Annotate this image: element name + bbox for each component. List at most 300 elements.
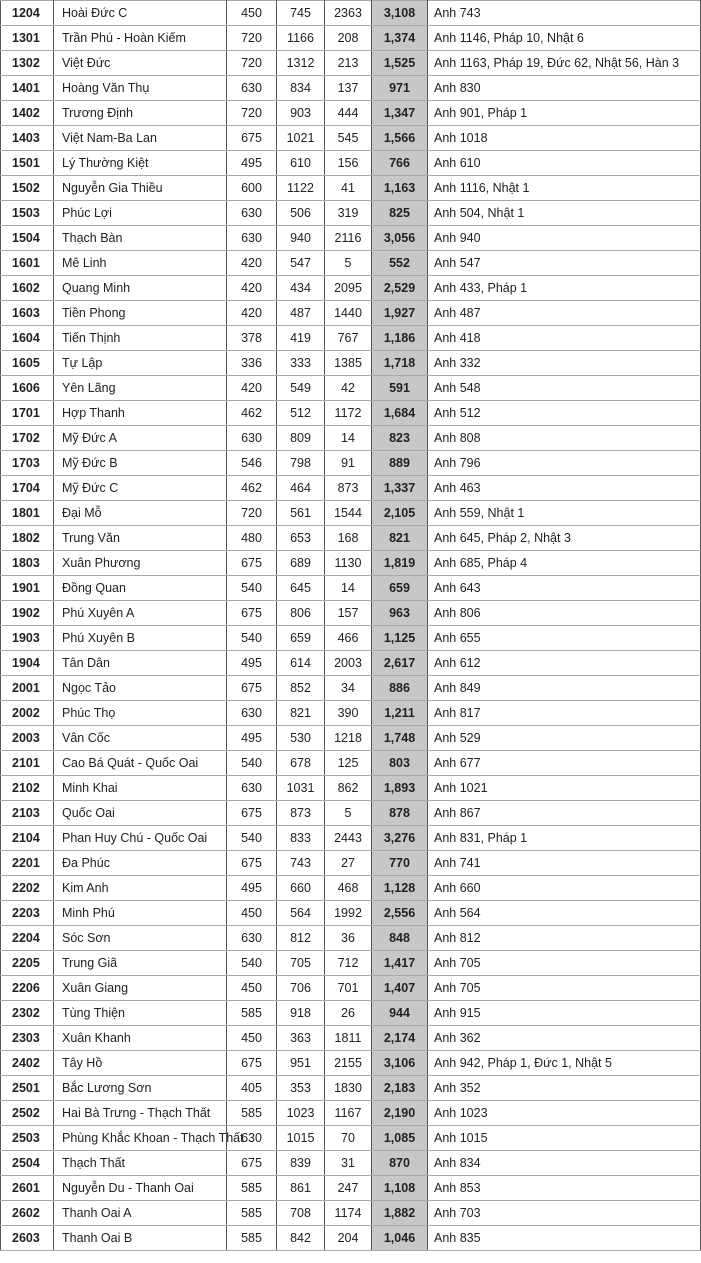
school-name-cell: Mỹ Đức B — [54, 451, 227, 476]
quota-cell: 420 — [227, 301, 277, 326]
school-name-cell: Nguyễn Du - Thanh Oai — [54, 1176, 227, 1201]
school-code-cell: 1902 — [1, 601, 54, 626]
registration-2-cell: 1440 — [325, 301, 372, 326]
language-breakdown-cell: Anh 853 — [428, 1176, 701, 1201]
registration-1-cell: 547 — [277, 251, 325, 276]
school-name-cell: Ngọc Tảo — [54, 676, 227, 701]
table-row — [1, 1001, 701, 1026]
total-registration-cell: 1,128 — [372, 876, 428, 901]
registration-1-cell: 951 — [277, 1051, 325, 1076]
school-name-cell: Tự Lập — [54, 351, 227, 376]
school-code-cell: 1302 — [1, 51, 54, 76]
registration-1-cell: 873 — [277, 801, 325, 826]
language-breakdown-cell: Anh 643 — [428, 576, 701, 601]
registration-1-cell: 645 — [277, 576, 325, 601]
language-breakdown-cell: Anh 796 — [428, 451, 701, 476]
school-code-cell: 1904 — [1, 651, 54, 676]
school-code-cell: 2103 — [1, 801, 54, 826]
school-name-cell: Trung Văn — [54, 526, 227, 551]
registration-2-cell: 26 — [325, 1001, 372, 1026]
language-breakdown-cell: Anh 612 — [428, 651, 701, 676]
registration-1-cell: 1023 — [277, 1101, 325, 1126]
school-name-cell: Trung Giã — [54, 951, 227, 976]
total-registration-cell: 3,108 — [372, 1, 428, 26]
total-registration-cell: 963 — [372, 601, 428, 626]
quota-cell: 675 — [227, 1051, 277, 1076]
registration-1-cell: 798 — [277, 451, 325, 476]
school-name-cell: Cao Bá Quát - Quốc Oai — [54, 751, 227, 776]
registration-2-cell: 34 — [325, 676, 372, 701]
quota-cell: 720 — [227, 101, 277, 126]
school-name-cell: Việt Đức — [54, 51, 227, 76]
language-breakdown-cell: Anh 1116, Nhật 1 — [428, 176, 701, 201]
total-registration-cell: 3,056 — [372, 226, 428, 251]
language-breakdown-cell: Anh 940 — [428, 226, 701, 251]
registration-1-cell: 1031 — [277, 776, 325, 801]
registration-2-cell: 2363 — [325, 1, 372, 26]
total-registration-cell: 889 — [372, 451, 428, 476]
school-name-cell: Bắc Lương Sơn — [54, 1076, 227, 1101]
table-body — [1, 1, 701, 1251]
table-row — [1, 451, 701, 476]
school-code-cell: 2602 — [1, 1201, 54, 1226]
table-row — [1, 26, 701, 51]
quota-cell: 546 — [227, 451, 277, 476]
total-registration-cell: 870 — [372, 1151, 428, 1176]
total-registration-cell: 1,882 — [372, 1201, 428, 1226]
registration-2-cell: 1385 — [325, 351, 372, 376]
school-code-cell: 1701 — [1, 401, 54, 426]
registration-2-cell: 41 — [325, 176, 372, 201]
registration-1-cell: 660 — [277, 876, 325, 901]
school-name-cell: Trương Định — [54, 101, 227, 126]
registration-2-cell: 468 — [325, 876, 372, 901]
registration-2-cell: 767 — [325, 326, 372, 351]
registration-1-cell: 1015 — [277, 1126, 325, 1151]
total-registration-cell: 2,556 — [372, 901, 428, 926]
total-registration-cell: 886 — [372, 676, 428, 701]
quota-cell: 378 — [227, 326, 277, 351]
registration-1-cell: 530 — [277, 726, 325, 751]
total-registration-cell: 944 — [372, 1001, 428, 1026]
registration-2-cell: 156 — [325, 151, 372, 176]
total-registration-cell: 2,190 — [372, 1101, 428, 1126]
registration-2-cell: 1167 — [325, 1101, 372, 1126]
school-name-cell: Việt Nam-Ba Lan — [54, 126, 227, 151]
school-code-cell: 1501 — [1, 151, 54, 176]
quota-cell: 630 — [227, 426, 277, 451]
quota-cell: 450 — [227, 1026, 277, 1051]
registration-1-cell: 812 — [277, 926, 325, 951]
table-row — [1, 1101, 701, 1126]
school-name-cell: Tây Hồ — [54, 1051, 227, 1076]
school-code-cell: 2206 — [1, 976, 54, 1001]
total-registration-cell: 1,718 — [372, 351, 428, 376]
total-registration-cell: 3,276 — [372, 826, 428, 851]
table-row — [1, 751, 701, 776]
registration-2-cell: 1130 — [325, 551, 372, 576]
registration-1-cell: 940 — [277, 226, 325, 251]
quota-cell: 495 — [227, 726, 277, 751]
language-breakdown-cell: Anh 915 — [428, 1001, 701, 1026]
school-name-cell: Hoàng Văn Thụ — [54, 76, 227, 101]
registration-1-cell: 839 — [277, 1151, 325, 1176]
language-breakdown-cell: Anh 362 — [428, 1026, 701, 1051]
school-code-cell: 2101 — [1, 751, 54, 776]
school-name-cell: Mê Linh — [54, 251, 227, 276]
school-code-cell: 1204 — [1, 1, 54, 26]
registration-1-cell: 918 — [277, 1001, 325, 1026]
school-code-cell: 1401 — [1, 76, 54, 101]
language-breakdown-cell: Anh 817 — [428, 701, 701, 726]
table-row — [1, 301, 701, 326]
registration-2-cell: 1218 — [325, 726, 372, 751]
school-code-cell: 1601 — [1, 251, 54, 276]
school-code-cell: 2603 — [1, 1226, 54, 1251]
school-name-cell: Phúc Thọ — [54, 701, 227, 726]
quota-cell: 480 — [227, 526, 277, 551]
school-name-cell: Thanh Oai B — [54, 1226, 227, 1251]
registration-1-cell: 852 — [277, 676, 325, 701]
table-row — [1, 526, 701, 551]
school-name-cell: Tân Dân — [54, 651, 227, 676]
quota-cell: 630 — [227, 701, 277, 726]
quota-cell: 585 — [227, 1001, 277, 1026]
school-code-cell: 2504 — [1, 1151, 54, 1176]
total-registration-cell: 821 — [372, 526, 428, 551]
school-name-cell: Vân Cốc — [54, 726, 227, 751]
table-row — [1, 576, 701, 601]
registration-1-cell: 659 — [277, 626, 325, 651]
quota-cell: 585 — [227, 1101, 277, 1126]
school-code-cell: 2303 — [1, 1026, 54, 1051]
table-row — [1, 51, 701, 76]
school-code-cell: 2502 — [1, 1101, 54, 1126]
total-registration-cell: 2,617 — [372, 651, 428, 676]
table-row — [1, 426, 701, 451]
language-breakdown-cell: Anh 741 — [428, 851, 701, 876]
registration-1-cell: 549 — [277, 376, 325, 401]
quota-cell: 630 — [227, 226, 277, 251]
registration-1-cell: 745 — [277, 1, 325, 26]
table-row — [1, 476, 701, 501]
total-registration-cell: 1,347 — [372, 101, 428, 126]
language-breakdown-cell: Anh 1018 — [428, 126, 701, 151]
table-row — [1, 601, 701, 626]
registration-1-cell: 610 — [277, 151, 325, 176]
registration-1-cell: 1021 — [277, 126, 325, 151]
language-breakdown-cell: Anh 703 — [428, 1201, 701, 1226]
quota-cell: 540 — [227, 626, 277, 651]
quota-cell: 675 — [227, 851, 277, 876]
language-breakdown-cell: Anh 1021 — [428, 776, 701, 801]
language-breakdown-cell: Anh 743 — [428, 1, 701, 26]
table-row — [1, 401, 701, 426]
table-row — [1, 376, 701, 401]
quota-cell: 675 — [227, 601, 277, 626]
school-code-cell: 2102 — [1, 776, 54, 801]
school-name-cell: Trần Phú - Hoàn Kiếm — [54, 26, 227, 51]
language-breakdown-cell: Anh 463 — [428, 476, 701, 501]
total-registration-cell: 1,566 — [372, 126, 428, 151]
quota-cell: 420 — [227, 376, 277, 401]
registration-2-cell: 2116 — [325, 226, 372, 251]
registration-2-cell: 1174 — [325, 1201, 372, 1226]
quota-cell: 720 — [227, 501, 277, 526]
school-code-cell: 2601 — [1, 1176, 54, 1201]
registration-2-cell: 712 — [325, 951, 372, 976]
table-row — [1, 976, 701, 1001]
registration-2-cell: 137 — [325, 76, 372, 101]
registration-2-cell: 701 — [325, 976, 372, 1001]
registration-1-cell: 743 — [277, 851, 325, 876]
registration-1-cell: 506 — [277, 201, 325, 226]
total-registration-cell: 1,374 — [372, 26, 428, 51]
registration-1-cell: 419 — [277, 326, 325, 351]
registration-2-cell: 204 — [325, 1226, 372, 1251]
registration-2-cell: 168 — [325, 526, 372, 551]
total-registration-cell: 659 — [372, 576, 428, 601]
quota-cell: 540 — [227, 826, 277, 851]
table-row — [1, 1076, 701, 1101]
total-registration-cell: 1,125 — [372, 626, 428, 651]
table-row — [1, 176, 701, 201]
total-registration-cell: 1,417 — [372, 951, 428, 976]
table-row — [1, 876, 701, 901]
language-breakdown-cell: Anh 705 — [428, 951, 701, 976]
registration-2-cell: 1992 — [325, 901, 372, 926]
registration-2-cell: 91 — [325, 451, 372, 476]
school-name-cell: Mỹ Đức C — [54, 476, 227, 501]
school-code-cell: 1702 — [1, 426, 54, 451]
registration-2-cell: 5 — [325, 251, 372, 276]
registration-1-cell: 434 — [277, 276, 325, 301]
school-name-cell: Xuân Phương — [54, 551, 227, 576]
language-breakdown-cell: Anh 1015 — [428, 1126, 701, 1151]
school-code-cell: 1301 — [1, 26, 54, 51]
quota-cell: 630 — [227, 926, 277, 951]
total-registration-cell: 591 — [372, 376, 428, 401]
table-row — [1, 626, 701, 651]
school-name-cell: Xuân Giang — [54, 976, 227, 1001]
school-code-cell: 1502 — [1, 176, 54, 201]
registration-2-cell: 157 — [325, 601, 372, 626]
table-row — [1, 1, 701, 26]
registration-2-cell: 545 — [325, 126, 372, 151]
registration-1-cell: 333 — [277, 351, 325, 376]
school-name-cell: Hoài Đức C — [54, 1, 227, 26]
table-row — [1, 651, 701, 676]
language-breakdown-cell: Anh 1023 — [428, 1101, 701, 1126]
registration-2-cell: 70 — [325, 1126, 372, 1151]
school-code-cell: 2003 — [1, 726, 54, 751]
registration-2-cell: 208 — [325, 26, 372, 51]
school-code-cell: 2402 — [1, 1051, 54, 1076]
language-breakdown-cell: Anh 433, Pháp 1 — [428, 276, 701, 301]
school-code-cell: 1402 — [1, 101, 54, 126]
language-breakdown-cell: Anh 655 — [428, 626, 701, 651]
registration-1-cell: 561 — [277, 501, 325, 526]
table-row — [1, 851, 701, 876]
table-row — [1, 501, 701, 526]
total-registration-cell: 1,407 — [372, 976, 428, 1001]
quota-cell: 675 — [227, 1151, 277, 1176]
total-registration-cell: 1,337 — [372, 476, 428, 501]
registration-2-cell: 36 — [325, 926, 372, 951]
school-code-cell: 2203 — [1, 901, 54, 926]
school-name-cell: Tiền Phong — [54, 301, 227, 326]
school-name-cell: Đại Mỗ — [54, 501, 227, 526]
language-breakdown-cell: Anh 332 — [428, 351, 701, 376]
registration-1-cell: 689 — [277, 551, 325, 576]
quota-cell: 420 — [227, 276, 277, 301]
language-breakdown-cell: Anh 1163, Pháp 19, Đức 62, Nhật 56, Hàn 3 — [428, 51, 701, 76]
school-name-cell: Phùng Khắc Khoan - Thạch Thất — [54, 1126, 227, 1151]
registration-2-cell: 213 — [325, 51, 372, 76]
school-code-cell: 2201 — [1, 851, 54, 876]
registration-2-cell: 444 — [325, 101, 372, 126]
total-registration-cell: 1,046 — [372, 1226, 428, 1251]
registration-2-cell: 2003 — [325, 651, 372, 676]
quota-cell: 720 — [227, 26, 277, 51]
total-registration-cell: 1,684 — [372, 401, 428, 426]
school-code-cell: 2302 — [1, 1001, 54, 1026]
table-row — [1, 951, 701, 976]
total-registration-cell: 825 — [372, 201, 428, 226]
registration-1-cell: 842 — [277, 1226, 325, 1251]
total-registration-cell: 1,108 — [372, 1176, 428, 1201]
school-name-cell: Hợp Thanh — [54, 401, 227, 426]
total-registration-cell: 3,106 — [372, 1051, 428, 1076]
registration-2-cell: 125 — [325, 751, 372, 776]
language-breakdown-cell: Anh 942, Pháp 1, Đức 1, Nhật 5 — [428, 1051, 701, 1076]
total-registration-cell: 2,183 — [372, 1076, 428, 1101]
total-registration-cell: 766 — [372, 151, 428, 176]
language-breakdown-cell: Anh 806 — [428, 601, 701, 626]
registration-1-cell: 809 — [277, 426, 325, 451]
registration-1-cell: 806 — [277, 601, 325, 626]
registration-1-cell: 614 — [277, 651, 325, 676]
school-name-cell: Thạch Bàn — [54, 226, 227, 251]
registration-2-cell: 42 — [325, 376, 372, 401]
registration-2-cell: 390 — [325, 701, 372, 726]
school-name-cell: Thanh Oai A — [54, 1201, 227, 1226]
school-name-cell: Tiến Thịnh — [54, 326, 227, 351]
language-breakdown-cell: Anh 830 — [428, 76, 701, 101]
language-breakdown-cell: Anh 418 — [428, 326, 701, 351]
school-code-cell: 2503 — [1, 1126, 54, 1151]
language-breakdown-cell: Anh 645, Pháp 2, Nhật 3 — [428, 526, 701, 551]
table-row — [1, 101, 701, 126]
school-code-cell: 2104 — [1, 826, 54, 851]
language-breakdown-cell: Anh 705 — [428, 976, 701, 1001]
total-registration-cell: 2,174 — [372, 1026, 428, 1051]
table-row — [1, 801, 701, 826]
registration-2-cell: 2443 — [325, 826, 372, 851]
registration-1-cell: 706 — [277, 976, 325, 1001]
registration-2-cell: 873 — [325, 476, 372, 501]
total-registration-cell: 848 — [372, 926, 428, 951]
quota-cell: 540 — [227, 576, 277, 601]
language-breakdown-cell: Anh 660 — [428, 876, 701, 901]
language-breakdown-cell: Anh 547 — [428, 251, 701, 276]
language-breakdown-cell: Anh 487 — [428, 301, 701, 326]
table-row — [1, 701, 701, 726]
registration-1-cell: 834 — [277, 76, 325, 101]
registration-2-cell: 466 — [325, 626, 372, 651]
quota-cell: 462 — [227, 401, 277, 426]
table-row — [1, 776, 701, 801]
table-row — [1, 1201, 701, 1226]
total-registration-cell: 552 — [372, 251, 428, 276]
school-name-cell: Phú Xuyên A — [54, 601, 227, 626]
registration-1-cell: 1122 — [277, 176, 325, 201]
table-row — [1, 1176, 701, 1201]
table-row — [1, 1126, 701, 1151]
quota-cell: 495 — [227, 151, 277, 176]
quota-cell: 450 — [227, 976, 277, 1001]
school-code-cell: 1704 — [1, 476, 54, 501]
school-code-cell: 2202 — [1, 876, 54, 901]
language-breakdown-cell: Anh 685, Pháp 4 — [428, 551, 701, 576]
registration-1-cell: 464 — [277, 476, 325, 501]
registration-2-cell: 2155 — [325, 1051, 372, 1076]
quota-cell: 630 — [227, 201, 277, 226]
school-name-cell: Tùng Thiện — [54, 1001, 227, 1026]
table-row — [1, 1151, 701, 1176]
school-name-cell: Minh Phú — [54, 901, 227, 926]
school-code-cell: 1503 — [1, 201, 54, 226]
registration-1-cell: 487 — [277, 301, 325, 326]
quota-cell: 675 — [227, 126, 277, 151]
quota-cell: 630 — [227, 1126, 277, 1151]
table-row — [1, 151, 701, 176]
total-registration-cell: 971 — [372, 76, 428, 101]
total-registration-cell: 770 — [372, 851, 428, 876]
school-name-cell: Lý Thường Kiệt — [54, 151, 227, 176]
school-name-cell: Xuân Khanh — [54, 1026, 227, 1051]
school-name-cell: Mỹ Đức A — [54, 426, 227, 451]
total-registration-cell: 2,529 — [372, 276, 428, 301]
table-row — [1, 1226, 701, 1251]
total-registration-cell: 1,819 — [372, 551, 428, 576]
table-row — [1, 76, 701, 101]
registration-2-cell: 319 — [325, 201, 372, 226]
language-breakdown-cell: Anh 504, Nhật 1 — [428, 201, 701, 226]
table-row — [1, 351, 701, 376]
table-row — [1, 226, 701, 251]
quota-cell: 675 — [227, 676, 277, 701]
registration-1-cell: 861 — [277, 1176, 325, 1201]
language-breakdown-cell: Anh 831, Pháp 1 — [428, 826, 701, 851]
total-registration-cell: 1,085 — [372, 1126, 428, 1151]
registration-1-cell: 363 — [277, 1026, 325, 1051]
table-row — [1, 551, 701, 576]
registration-2-cell: 1544 — [325, 501, 372, 526]
registration-2-cell: 862 — [325, 776, 372, 801]
school-name-cell: Đồng Quan — [54, 576, 227, 601]
school-name-cell: Phúc Lợi — [54, 201, 227, 226]
total-registration-cell: 1,163 — [372, 176, 428, 201]
total-registration-cell: 823 — [372, 426, 428, 451]
registration-1-cell: 564 — [277, 901, 325, 926]
quota-cell: 495 — [227, 651, 277, 676]
total-registration-cell: 1,525 — [372, 51, 428, 76]
school-code-cell: 2001 — [1, 676, 54, 701]
language-breakdown-cell: Anh 529 — [428, 726, 701, 751]
quota-cell: 495 — [227, 876, 277, 901]
table-row — [1, 901, 701, 926]
